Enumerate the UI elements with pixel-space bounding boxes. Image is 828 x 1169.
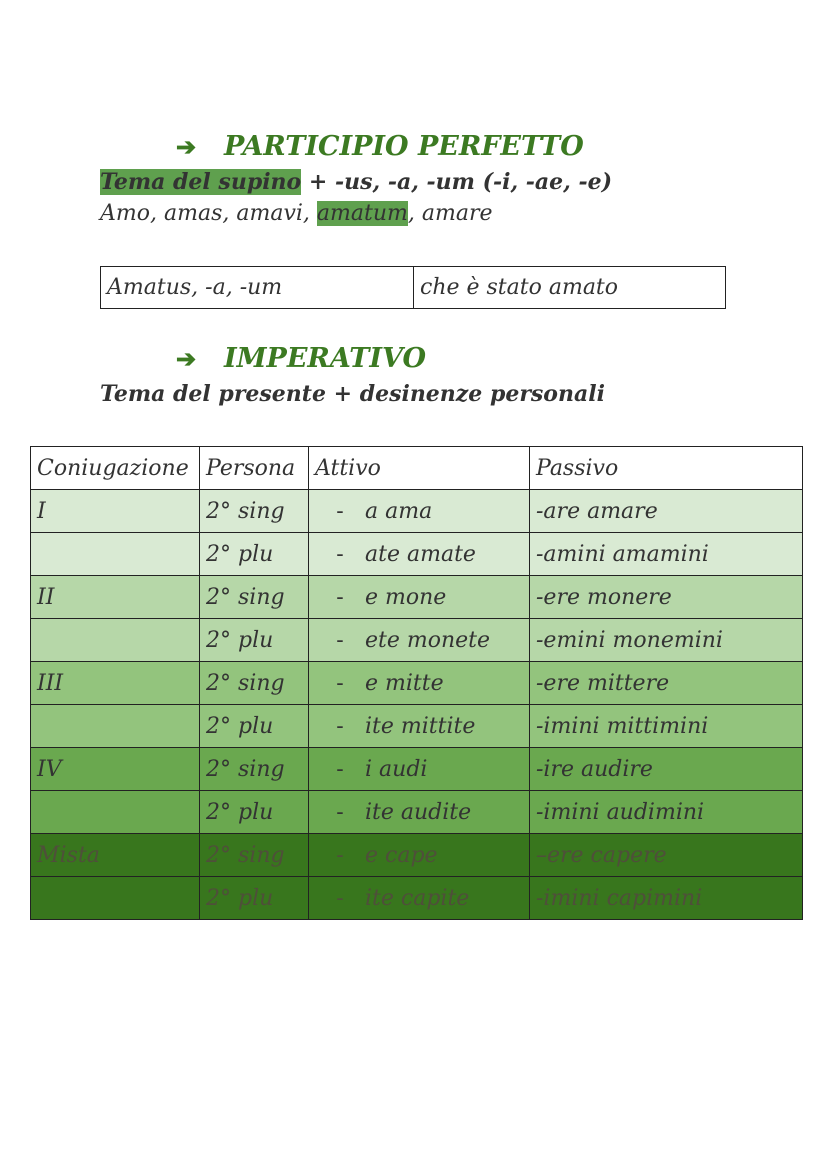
cell-passivo: -ere monere bbox=[530, 576, 803, 619]
participio-meaning: che è stato amato bbox=[414, 267, 726, 309]
table-row bbox=[31, 533, 803, 576]
cell-coniugazione: I bbox=[31, 490, 200, 533]
example-before: Amo, amas, amavi, bbox=[100, 201, 317, 226]
imperativo-heading bbox=[176, 343, 426, 374]
table-header-row bbox=[31, 447, 803, 490]
header-persona: Persona bbox=[200, 447, 309, 490]
cell-coniugazione: Mista bbox=[31, 834, 200, 877]
cell-attivo bbox=[309, 490, 530, 533]
cell-persona: 2° sing bbox=[200, 662, 309, 705]
table-row bbox=[31, 834, 803, 877]
table-row bbox=[31, 705, 803, 748]
participio-title: PARTICIPIO PERFETTO bbox=[224, 131, 584, 162]
dash-marker: - bbox=[336, 541, 344, 567]
cell-attivo bbox=[309, 877, 530, 920]
cell-persona: 2° sing bbox=[200, 834, 309, 877]
arrow-right-icon: ➔ bbox=[176, 132, 197, 161]
table-row bbox=[31, 877, 803, 920]
dash-marker: - bbox=[336, 713, 344, 739]
attivo-text: e mitte bbox=[365, 670, 444, 696]
cell-coniugazione: III bbox=[31, 662, 200, 705]
cell-persona: 2° plu bbox=[200, 791, 309, 834]
cell-attivo bbox=[309, 619, 530, 662]
imperativo-rule: Tema del presente + desinenze personali bbox=[100, 381, 605, 407]
dash-marker: - bbox=[336, 627, 344, 653]
cell-attivo bbox=[309, 834, 530, 877]
cell-coniugazione bbox=[31, 619, 200, 662]
table-row bbox=[101, 267, 726, 309]
header-passivo: Passivo bbox=[530, 447, 803, 490]
cell-attivo bbox=[309, 705, 530, 748]
table-row bbox=[31, 490, 803, 533]
attivo-text: ate amate bbox=[365, 541, 476, 567]
imperativo-table bbox=[30, 446, 803, 920]
cell-passivo: -emini monemini bbox=[530, 619, 803, 662]
attivo-text: a ama bbox=[365, 498, 433, 524]
participio-rule bbox=[100, 169, 612, 195]
cell-passivo: -amini amamini bbox=[530, 533, 803, 576]
dash-marker: - bbox=[336, 885, 344, 911]
cell-attivo bbox=[309, 662, 530, 705]
cell-passivo: –ere capere bbox=[530, 834, 803, 877]
header-attivo: Attivo bbox=[309, 447, 530, 490]
cell-coniugazione bbox=[31, 533, 200, 576]
dash-marker: - bbox=[336, 584, 344, 610]
participio-form: Amatus, -a, -um bbox=[101, 267, 414, 309]
cell-attivo bbox=[309, 791, 530, 834]
cell-persona: 2° sing bbox=[200, 490, 309, 533]
cell-persona: 2° plu bbox=[200, 533, 309, 576]
attivo-text: ite audite bbox=[365, 799, 472, 825]
arrow-right-icon: ➔ bbox=[176, 344, 197, 373]
attivo-text: ite capite bbox=[365, 885, 470, 911]
cell-passivo: -imini capimini bbox=[530, 877, 803, 920]
attivo-text: i audi bbox=[365, 756, 428, 782]
dash-marker: - bbox=[336, 842, 344, 868]
attivo-text: ete monete bbox=[365, 627, 491, 653]
cell-passivo: -are amare bbox=[530, 490, 803, 533]
cell-attivo bbox=[309, 748, 530, 791]
attivo-text: ite mittite bbox=[365, 713, 476, 739]
attivo-text: e mone bbox=[365, 584, 447, 610]
dash-marker: - bbox=[336, 756, 344, 782]
cell-persona: 2° plu bbox=[200, 877, 309, 920]
table-row bbox=[31, 748, 803, 791]
cell-persona: 2° plu bbox=[200, 705, 309, 748]
rule-rest: + -us, -a, -um (-i, -ae, -e) bbox=[301, 169, 613, 195]
table-row bbox=[31, 791, 803, 834]
cell-passivo: -ire audire bbox=[530, 748, 803, 791]
participio-table bbox=[100, 266, 726, 309]
participio-heading bbox=[176, 131, 584, 162]
cell-persona: 2° plu bbox=[200, 619, 309, 662]
cell-passivo: -ere mittere bbox=[530, 662, 803, 705]
dash-marker: - bbox=[336, 670, 344, 696]
attivo-text: e cape bbox=[365, 842, 438, 868]
table-row bbox=[31, 576, 803, 619]
cell-coniugazione bbox=[31, 877, 200, 920]
cell-coniugazione bbox=[31, 791, 200, 834]
example-highlight: amatum bbox=[316, 201, 408, 226]
dash-marker: - bbox=[336, 799, 344, 825]
cell-attivo bbox=[309, 576, 530, 619]
cell-passivo: -imini audimini bbox=[530, 791, 803, 834]
cell-attivo bbox=[309, 533, 530, 576]
rule-highlight: Tema del supino bbox=[100, 169, 302, 195]
imperativo-title: IMPERATIVO bbox=[224, 343, 427, 374]
header-coniugazione: Coniugazione bbox=[31, 447, 200, 490]
participio-example bbox=[100, 201, 493, 226]
cell-passivo: -imini mittimini bbox=[530, 705, 803, 748]
example-after: , amare bbox=[407, 201, 493, 226]
cell-persona: 2° sing bbox=[200, 576, 309, 619]
cell-coniugazione: II bbox=[31, 576, 200, 619]
table-row bbox=[31, 619, 803, 662]
cell-coniugazione bbox=[31, 705, 200, 748]
table-row bbox=[31, 662, 803, 705]
cell-persona: 2° sing bbox=[200, 748, 309, 791]
dash-marker: - bbox=[336, 498, 344, 524]
cell-coniugazione: IV bbox=[31, 748, 200, 791]
